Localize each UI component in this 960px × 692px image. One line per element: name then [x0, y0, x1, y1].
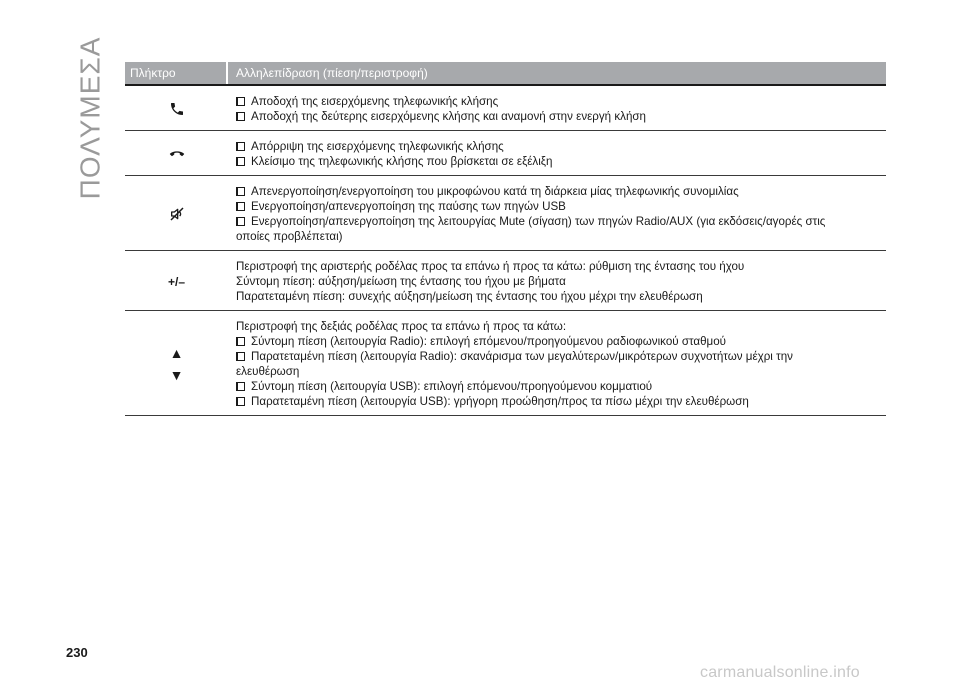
- line-text: Σύντομη πίεση (λειτουργία Radio): επιλογή επόμενου/προηγούμενου ραδιοφωνικού σταθμού: [251, 335, 727, 348]
- list-item: [236, 364, 886, 379]
- list-item: [236, 94, 886, 109]
- checkbox-bullet-icon: [236, 217, 245, 226]
- list-item: [236, 274, 886, 289]
- checkbox-bullet-icon: [236, 187, 245, 196]
- watermark: carmanualsonline.info: [700, 664, 860, 681]
- line-text: Κλείσιμο της τηλεφωνικής κλήσης που βρίσκεται σε εξέλιξη: [251, 155, 553, 168]
- checkbox-bullet-icon: [236, 352, 245, 361]
- checkbox-bullet-icon: [236, 397, 245, 406]
- checkbox-bullet-icon: [236, 112, 245, 121]
- line-text: Αποδοχή της δεύτερης εισερχόμενης κλήσης και αναμονή στην ενεργή κλήση: [251, 110, 646, 123]
- volume-key-label: +/–: [167, 274, 185, 289]
- checkbox-bullet-icon: [236, 202, 245, 211]
- section-title-text: ΠΟΛΥΜΕΣΑ: [74, 36, 105, 200]
- line-text: Σύντομη πίεση (λειτουργία USB): επιλογή επόμενου/προηγούμενου κομματιού: [251, 380, 653, 393]
- list-item: [236, 319, 886, 334]
- section-title-vertical: [70, 36, 110, 200]
- arrow-down-icon: ▼: [169, 367, 184, 383]
- line-text: οποίες προβλέπεται): [236, 230, 343, 243]
- checkbox-bullet-icon: [236, 382, 245, 391]
- line-text: Παρατεταμένη πίεση: συνεχής αύξηση/μείωση της έντασης του ήχου μέχρι την ελευθέρωση: [236, 290, 703, 303]
- list-item: [236, 139, 886, 154]
- action-cell: [228, 319, 886, 409]
- phone-accept-icon: [169, 101, 185, 117]
- line-text: Περιστροφή της δεξιάς ροδέλας προς τα επάνω ή προς τα κάτω:: [236, 320, 567, 333]
- line-text: Παρατεταμένη πίεση (λειτουργία USB): γρήγορη προώθηση/προς τα πίσω μέχρι την ελευθέρωση: [251, 395, 749, 408]
- key-cell: [125, 139, 228, 169]
- line-text: Αποδοχή της εισερχόμενης τηλεφωνικής κλήσης: [251, 95, 499, 108]
- list-item: [236, 199, 886, 214]
- line-text: Σύντομη πίεση: αύξηση/μείωση της έντασης του ήχου με βήματα: [236, 275, 566, 288]
- action-cell: [228, 94, 886, 124]
- list-item: [236, 214, 886, 229]
- list-item: [236, 184, 886, 199]
- table-row: [125, 131, 886, 176]
- action-cell: [228, 259, 886, 304]
- table-row: [125, 86, 886, 131]
- list-item: [236, 334, 886, 349]
- checkbox-bullet-icon: [236, 157, 245, 166]
- table-header: [125, 62, 886, 86]
- key-cell: [125, 184, 228, 244]
- table-row: [125, 311, 886, 416]
- checkbox-bullet-icon: [236, 97, 245, 106]
- table-row: [125, 176, 886, 251]
- line-text: Ενεργοποίηση/απενεργοποίηση της λειτουργίας Mute (σίγαση) των πηγών Radio/AUX (για εκδόσεις/αγορές στις: [251, 215, 826, 228]
- arrow-up-icon: ▲: [169, 345, 184, 361]
- page-number: 230: [66, 645, 88, 660]
- header-action: Αλληλεπίδραση (πίεση/περιστροφή): [236, 66, 428, 80]
- controls-table: [125, 62, 886, 416]
- list-item: [236, 379, 886, 394]
- key-cell: [125, 319, 228, 409]
- line-text: Ενεργοποίηση/απενεργοποίηση της παύσης των πηγών USB: [251, 200, 566, 213]
- checkbox-bullet-icon: [236, 142, 245, 151]
- line-text: Απενεργοποίηση/ενεργοποίηση του μικροφώνου κατά τη διάρκεια μίας τηλεφωνικής συνομιλίας: [251, 185, 739, 198]
- list-item: [236, 289, 886, 304]
- list-item: [236, 229, 886, 244]
- mute-icon: [169, 206, 185, 222]
- list-item: [236, 394, 886, 409]
- key-cell: [125, 259, 228, 304]
- table-row: [125, 251, 886, 311]
- line-text: Περιστροφή της αριστερής ροδέλας προς τα επάνω ή προς τα κάτω: ρύθμιση της έντασης του ήχου: [236, 260, 745, 273]
- line-text: Απόρριψη της εισερχόμενης τηλεφωνικής κλήσης: [251, 140, 504, 153]
- action-cell: [228, 184, 886, 244]
- up-down-arrows-icon: [170, 345, 184, 383]
- key-cell: [125, 94, 228, 124]
- line-text: ελευθέρωση: [236, 365, 300, 378]
- checkbox-bullet-icon: [236, 337, 245, 346]
- header-key: Πλήκτρο: [125, 62, 228, 84]
- line-text: Παρατεταμένη πίεση (λειτουργία Radio): σκανάρισμα των μεγαλύτερων/μικρότερων συχνοτήτων μέχρι την: [251, 350, 793, 363]
- list-item: [236, 259, 886, 274]
- action-cell: [228, 139, 886, 169]
- list-item: [236, 109, 886, 124]
- phone-hangup-icon: [169, 149, 185, 159]
- list-item: [236, 154, 886, 169]
- list-item: [236, 349, 886, 364]
